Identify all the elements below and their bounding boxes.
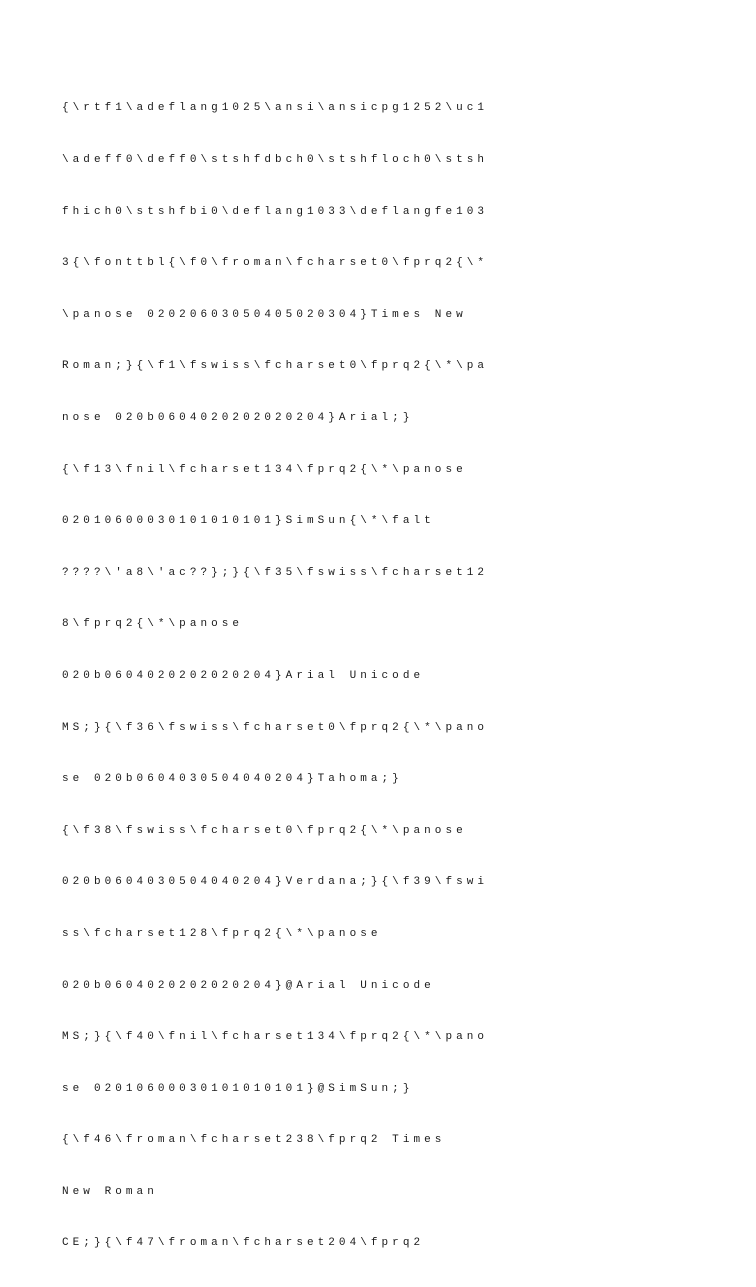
text-line: \adeff0\deff0\stshfdbch0\stshfloch0\stsh — [62, 154, 489, 166]
text-line: 02010600030101010101}SimSun{\*\falt — [62, 515, 435, 528]
text-line: {\f46\froman\fcharset238\fprq2 Times — [62, 1134, 446, 1147]
text-line: nose 020b0604020202020204}Arial;} — [62, 411, 414, 424]
text-line: ss\fcharset128\fprq2{\*\panose — [62, 927, 382, 940]
text-line: 3{\fonttbl{\f0\froman\fcharset0\fprq2{\* — [62, 257, 489, 270]
rtf-source-text — [62, 66, 702, 1287]
text-line: 8\fprq2{\*\panose — [62, 618, 244, 631]
text-line: se 02010600030101010101}@SimSun;} — [62, 1082, 414, 1095]
text-line: 020b0604020202020204}Arial Unicode — [62, 669, 425, 682]
text-line: \panose 02020603050405020304}Times New — [62, 308, 467, 321]
text-line: MS;}{\f36\fswiss\fcharset0\fprq2{\*\pano — [62, 721, 489, 734]
text-line: New Roman — [62, 1185, 158, 1198]
text-line: Roman;}{\f1\fswiss\fcharset0\fprq2{\*\pa — [62, 360, 489, 373]
text-line: {\rtf1\adeflang1025\ansi\ansicpg1252\uc1 — [62, 102, 489, 115]
text-line: fhich0\stshfbi0\deflang1033\deflangfe103 — [62, 205, 489, 218]
text-line: {\f13\fnil\fcharset134\fprq2{\*\panose — [62, 463, 467, 476]
text-line: CE;}{\f47\froman\fcharset204\fprq2 — [62, 1237, 425, 1250]
text-line: MS;}{\f40\fnil\fcharset134\fprq2{\*\pano — [62, 1031, 489, 1044]
text-line: {\f38\fswiss\fcharset0\fprq2{\*\panose — [62, 824, 467, 837]
text-line: ????\'a8\'ac??};}{\f35\fswiss\fcharset12 — [62, 566, 489, 579]
text-line: 020b0604030504040204}Verdana;}{\f39\fswi — [62, 876, 489, 889]
text-line: se 020b0604030504040204}Tahoma;} — [62, 773, 403, 786]
text-line: 020b0604020202020204}@Arial Unicode — [62, 979, 435, 992]
